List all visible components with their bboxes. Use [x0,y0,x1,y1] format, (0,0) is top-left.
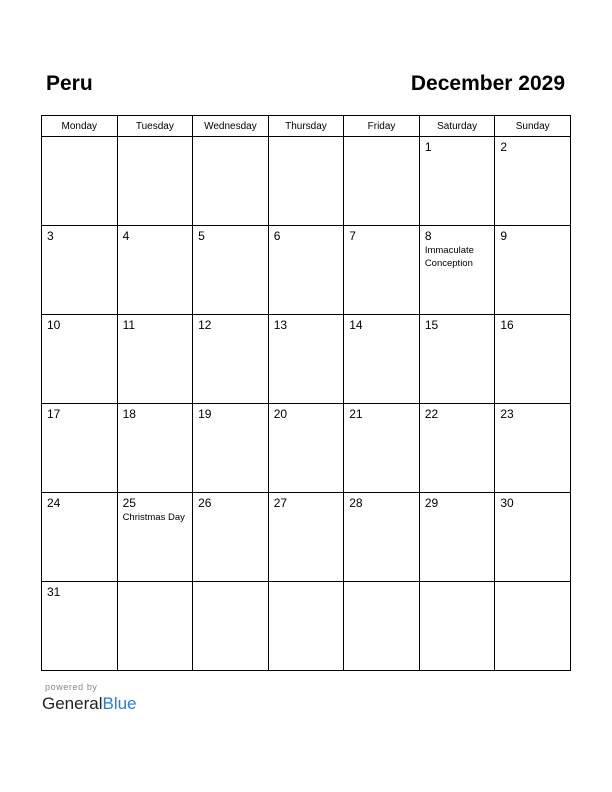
empty-day-cell [344,137,420,226]
day-number: 2 [500,140,508,154]
day-number: 8 [424,229,432,243]
day-cell[interactable] [344,226,420,315]
day-number: 14 [349,318,363,332]
day-cell[interactable] [42,226,118,315]
weekday-header-row [42,116,571,137]
day-number: 27 [273,496,288,510]
week-row [42,404,571,493]
weekday-header: Tuesday [117,116,193,137]
day-cell[interactable] [42,582,118,671]
week-row [42,582,571,671]
empty-day-cell [268,582,344,671]
day-number: 7 [349,229,356,243]
day-number: 16 [500,318,514,332]
day-number: 15 [424,318,439,332]
day-cell[interactable] [117,404,193,493]
day-number: 24 [47,496,61,510]
empty-day-cell [42,137,118,226]
week-row [42,315,571,404]
empty-day-cell [193,137,269,226]
day-number: 22 [424,407,439,421]
day-cell[interactable] [419,315,495,404]
weekday-header: Sunday [495,116,571,137]
holiday-label: Immaculate Conception [424,245,474,269]
weekday-header: Wednesday [193,116,269,137]
country-title: Peru [46,72,93,95]
day-number: 31 [47,585,61,599]
week-row [42,226,571,315]
day-number: 4 [122,229,130,243]
day-cell[interactable] [117,493,193,582]
day-number: 18 [122,407,136,421]
day-cell[interactable] [419,493,495,582]
weekday-header: Saturday [419,116,495,137]
day-number: 19 [198,407,212,421]
day-number: 10 [47,318,61,332]
day-cell[interactable] [495,404,571,493]
day-cell[interactable] [344,493,420,582]
day-cell[interactable] [495,226,571,315]
weekday-header: Monday [42,116,118,137]
day-number: 5 [198,229,205,243]
day-number: 20 [273,407,288,421]
week-row [42,493,571,582]
empty-day-cell [117,137,193,226]
day-cell[interactable] [495,315,571,404]
holiday-label: Christmas Day [122,512,185,523]
day-number: 12 [198,318,212,332]
day-cell[interactable] [193,315,269,404]
brand-blue-text: Blue [102,694,137,713]
day-number: 30 [500,496,514,510]
day-cell[interactable] [419,404,495,493]
weekday-header: Friday [344,116,420,137]
day-number: 13 [273,318,288,332]
week-row [42,137,571,226]
day-cell[interactable] [193,493,269,582]
day-number: 26 [198,496,212,510]
brand-logo[interactable] [42,694,137,714]
day-number: 29 [424,496,439,510]
day-cell[interactable] [268,315,344,404]
month-title: December 2029 [410,72,565,95]
day-number: 17 [47,407,61,421]
day-cell[interactable] [495,137,571,226]
empty-day-cell [344,582,420,671]
day-cell[interactable] [42,493,118,582]
day-cell[interactable] [117,226,193,315]
day-cell[interactable] [268,493,344,582]
day-number: 9 [500,229,508,243]
weekday-header: Thursday [268,116,344,137]
day-number: 21 [349,407,363,421]
powered-by-label: powered by [45,682,98,692]
empty-day-cell [117,582,193,671]
day-cell[interactable] [193,404,269,493]
day-cell[interactable] [193,226,269,315]
empty-day-cell [193,582,269,671]
calendar-grid [41,115,571,671]
day-cell[interactable] [268,404,344,493]
day-cell[interactable] [42,315,118,404]
brand-general-text: General [42,694,103,713]
day-number: 1 [424,140,432,154]
day-number: 28 [349,496,363,510]
day-cell[interactable] [419,226,495,315]
day-cell[interactable] [495,493,571,582]
empty-day-cell [268,137,344,226]
day-number: 25 [122,496,136,510]
day-number: 3 [47,229,54,243]
day-cell[interactable] [344,315,420,404]
day-number: 11 [122,318,136,332]
empty-day-cell [495,582,571,671]
day-cell[interactable] [117,315,193,404]
day-cell[interactable] [344,404,420,493]
day-number: 23 [500,407,514,421]
day-cell[interactable] [268,226,344,315]
day-cell[interactable] [42,404,118,493]
day-number: 6 [273,229,281,243]
empty-day-cell [419,582,495,671]
day-cell[interactable] [419,137,495,226]
